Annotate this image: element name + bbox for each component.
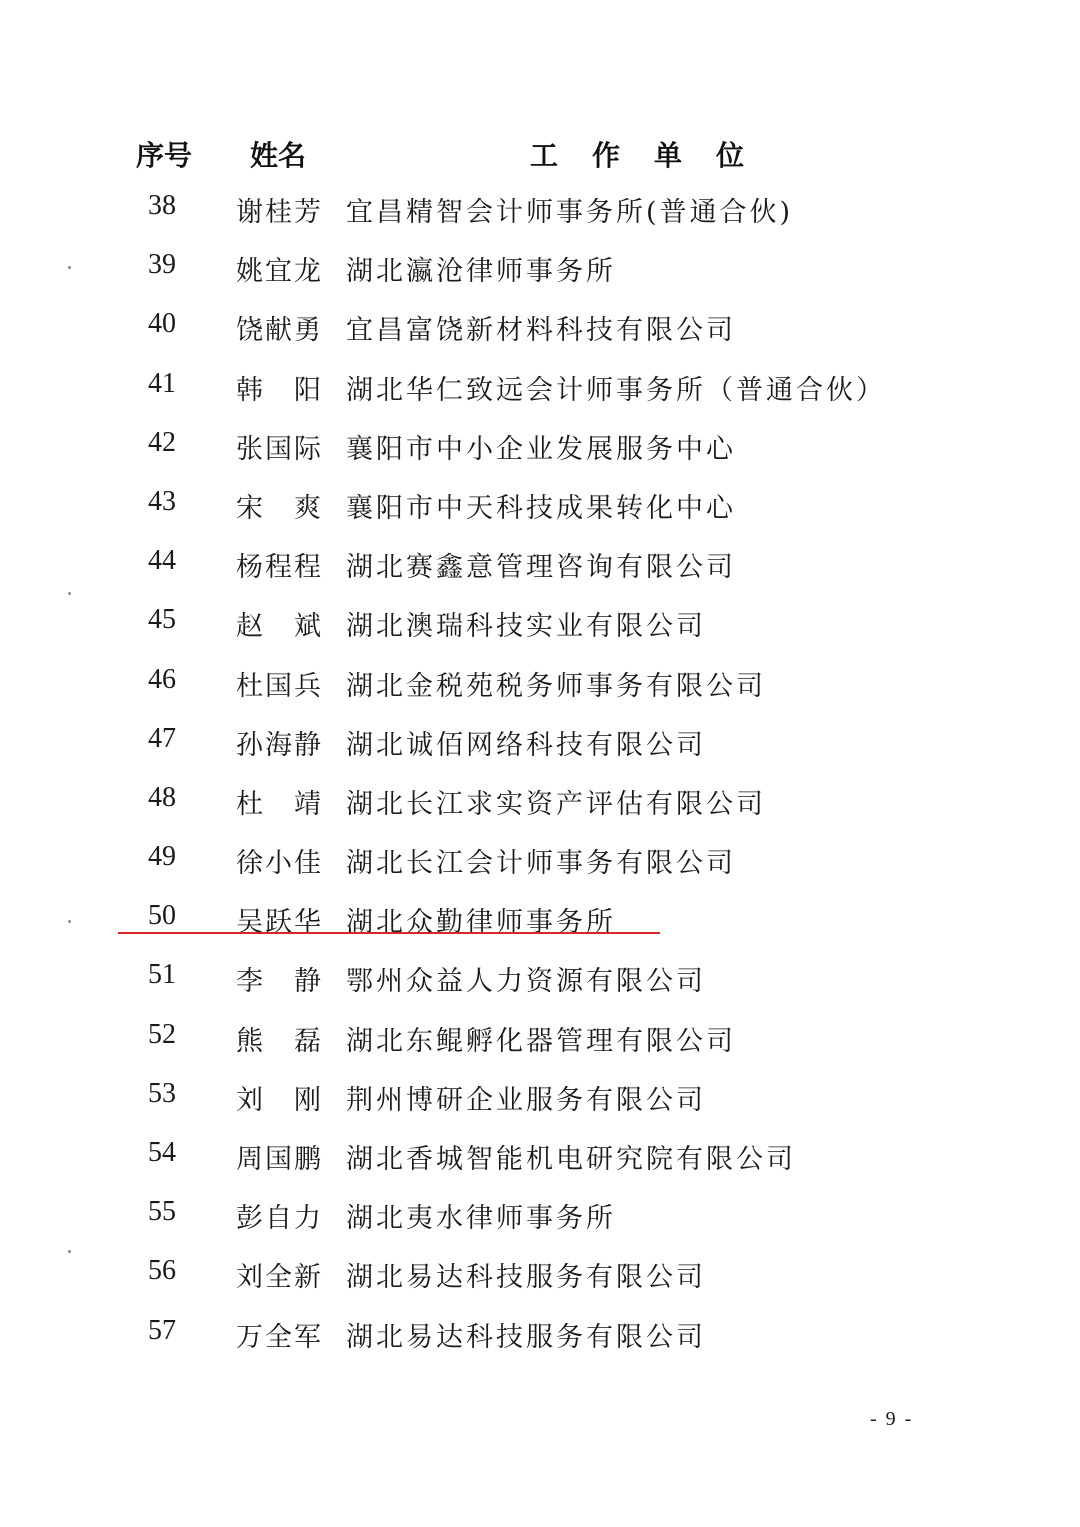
table-row bbox=[0, 1184, 1080, 1243]
table-body bbox=[0, 178, 1080, 1362]
row-serial-number: 49 bbox=[148, 841, 176, 873]
row-work-unit: 宜昌富饶新材料科技有限公司 bbox=[346, 315, 736, 347]
table-row bbox=[0, 770, 1080, 829]
table-row bbox=[0, 533, 1080, 592]
row-work-unit: 湖北易达科技服务有限公司 bbox=[346, 1262, 706, 1294]
row-work-unit: 鄂州众益人力资源有限公司 bbox=[346, 966, 706, 998]
row-serial-number: 48 bbox=[148, 781, 176, 813]
row-serial-number: 54 bbox=[148, 1137, 176, 1168]
table-row bbox=[0, 592, 1080, 651]
row-person-name: 杜国兵 bbox=[236, 670, 323, 702]
row-serial-number: 41 bbox=[148, 367, 176, 399]
row-serial-number: 46 bbox=[148, 663, 176, 695]
row-person-name: 周国鹏 bbox=[236, 1144, 323, 1175]
row-serial-number: 39 bbox=[148, 249, 176, 281]
row-work-unit: 湖北夷水律师事务所 bbox=[346, 1203, 616, 1235]
row-person-name: 徐小佳 bbox=[236, 848, 323, 880]
row-work-unit: 湖北澳瑞科技实业有限公司 bbox=[346, 611, 706, 643]
table-row bbox=[0, 1007, 1080, 1066]
table-row bbox=[0, 178, 1080, 237]
row-serial-number: 57 bbox=[148, 1314, 176, 1346]
row-work-unit: 宜昌精智会计师事务所(普通合伙) bbox=[346, 197, 794, 228]
row-person-name: 彭自力 bbox=[236, 1203, 323, 1235]
row-person-name: 宋 爽 bbox=[236, 492, 323, 524]
table-row bbox=[0, 237, 1080, 296]
row-work-unit: 湖北诚佰网络科技有限公司 bbox=[346, 729, 706, 761]
row-serial-number: 44 bbox=[148, 545, 176, 577]
table-row bbox=[0, 888, 1080, 947]
row-serial-number: 53 bbox=[148, 1077, 176, 1109]
scan-speck bbox=[68, 592, 71, 595]
highlight-underline bbox=[118, 932, 660, 934]
row-serial-number: 45 bbox=[148, 604, 176, 636]
table-row bbox=[0, 1066, 1080, 1125]
row-serial-number: 55 bbox=[148, 1196, 176, 1228]
row-work-unit: 湖北易达科技服务有限公司 bbox=[346, 1321, 706, 1353]
row-serial-number: 47 bbox=[148, 722, 176, 754]
row-work-unit: 湖北众勤律师事务所 bbox=[346, 907, 616, 939]
table-row bbox=[0, 947, 1080, 1006]
row-person-name: 饶献勇 bbox=[236, 315, 323, 347]
row-person-name: 孙海静 bbox=[236, 729, 323, 761]
row-person-name: 谢桂芳 bbox=[236, 197, 323, 228]
row-work-unit: 襄阳市中天科技成果转化中心 bbox=[346, 492, 736, 524]
row-person-name: 杨程程 bbox=[236, 552, 323, 584]
row-work-unit: 湖北长江求实资产评估有限公司 bbox=[346, 788, 766, 820]
page-number: - 9 - bbox=[870, 1408, 914, 1430]
table-row bbox=[0, 296, 1080, 355]
scan-speck bbox=[68, 1250, 71, 1253]
row-work-unit: 湖北香城智能机电研究院有限公司 bbox=[346, 1144, 796, 1175]
row-person-name: 刘 刚 bbox=[236, 1084, 323, 1116]
row-work-unit: 湖北瀛沧律师事务所 bbox=[346, 256, 616, 288]
row-serial-number: 40 bbox=[148, 308, 176, 340]
row-serial-number: 50 bbox=[148, 900, 176, 932]
row-serial-number: 51 bbox=[148, 959, 176, 991]
table-row bbox=[0, 356, 1080, 415]
row-serial-number: 56 bbox=[148, 1255, 176, 1287]
row-work-unit: 湖北赛鑫意管理咨询有限公司 bbox=[346, 552, 736, 584]
row-serial-number: 52 bbox=[148, 1018, 176, 1050]
scan-speck bbox=[68, 920, 71, 923]
row-work-unit: 湖北东鲲孵化器管理有限公司 bbox=[346, 1025, 736, 1057]
row-person-name: 杜 靖 bbox=[236, 788, 323, 820]
row-work-unit: 湖北华仁致远会计师事务所（普通合伙） bbox=[346, 374, 886, 406]
row-person-name: 熊 磊 bbox=[236, 1025, 323, 1057]
header-name: 姓名 bbox=[250, 139, 307, 172]
row-work-unit: 荆州博研企业服务有限公司 bbox=[346, 1084, 706, 1116]
row-person-name: 姚宜龙 bbox=[236, 256, 323, 288]
row-person-name: 张国际 bbox=[236, 433, 323, 465]
table-row bbox=[0, 1125, 1080, 1184]
table-row bbox=[0, 1243, 1080, 1302]
row-person-name: 刘全新 bbox=[236, 1262, 323, 1294]
table-row bbox=[0, 652, 1080, 711]
table-row bbox=[0, 415, 1080, 474]
row-work-unit: 襄阳市中小企业发展服务中心 bbox=[346, 433, 736, 465]
table-row bbox=[0, 1303, 1080, 1362]
row-serial-number: 38 bbox=[148, 190, 176, 221]
row-serial-number: 42 bbox=[148, 426, 176, 458]
row-person-name: 赵 斌 bbox=[236, 611, 323, 643]
row-person-name: 吴跃华 bbox=[236, 907, 323, 939]
header-work-unit: 工作单位 bbox=[530, 139, 779, 172]
row-serial-number: 43 bbox=[148, 485, 176, 517]
table-row bbox=[0, 711, 1080, 770]
row-person-name: 韩 阳 bbox=[236, 374, 323, 406]
table-row bbox=[0, 829, 1080, 888]
table-row bbox=[0, 474, 1080, 533]
table-header bbox=[0, 126, 1080, 176]
scan-speck bbox=[68, 266, 71, 269]
row-person-name: 李 静 bbox=[236, 966, 323, 998]
row-work-unit: 湖北长江会计师事务有限公司 bbox=[346, 848, 736, 880]
row-work-unit: 湖北金税苑税务师事务有限公司 bbox=[346, 670, 766, 702]
header-serial-number: 序号 bbox=[136, 139, 193, 172]
row-person-name: 万全军 bbox=[236, 1321, 323, 1353]
